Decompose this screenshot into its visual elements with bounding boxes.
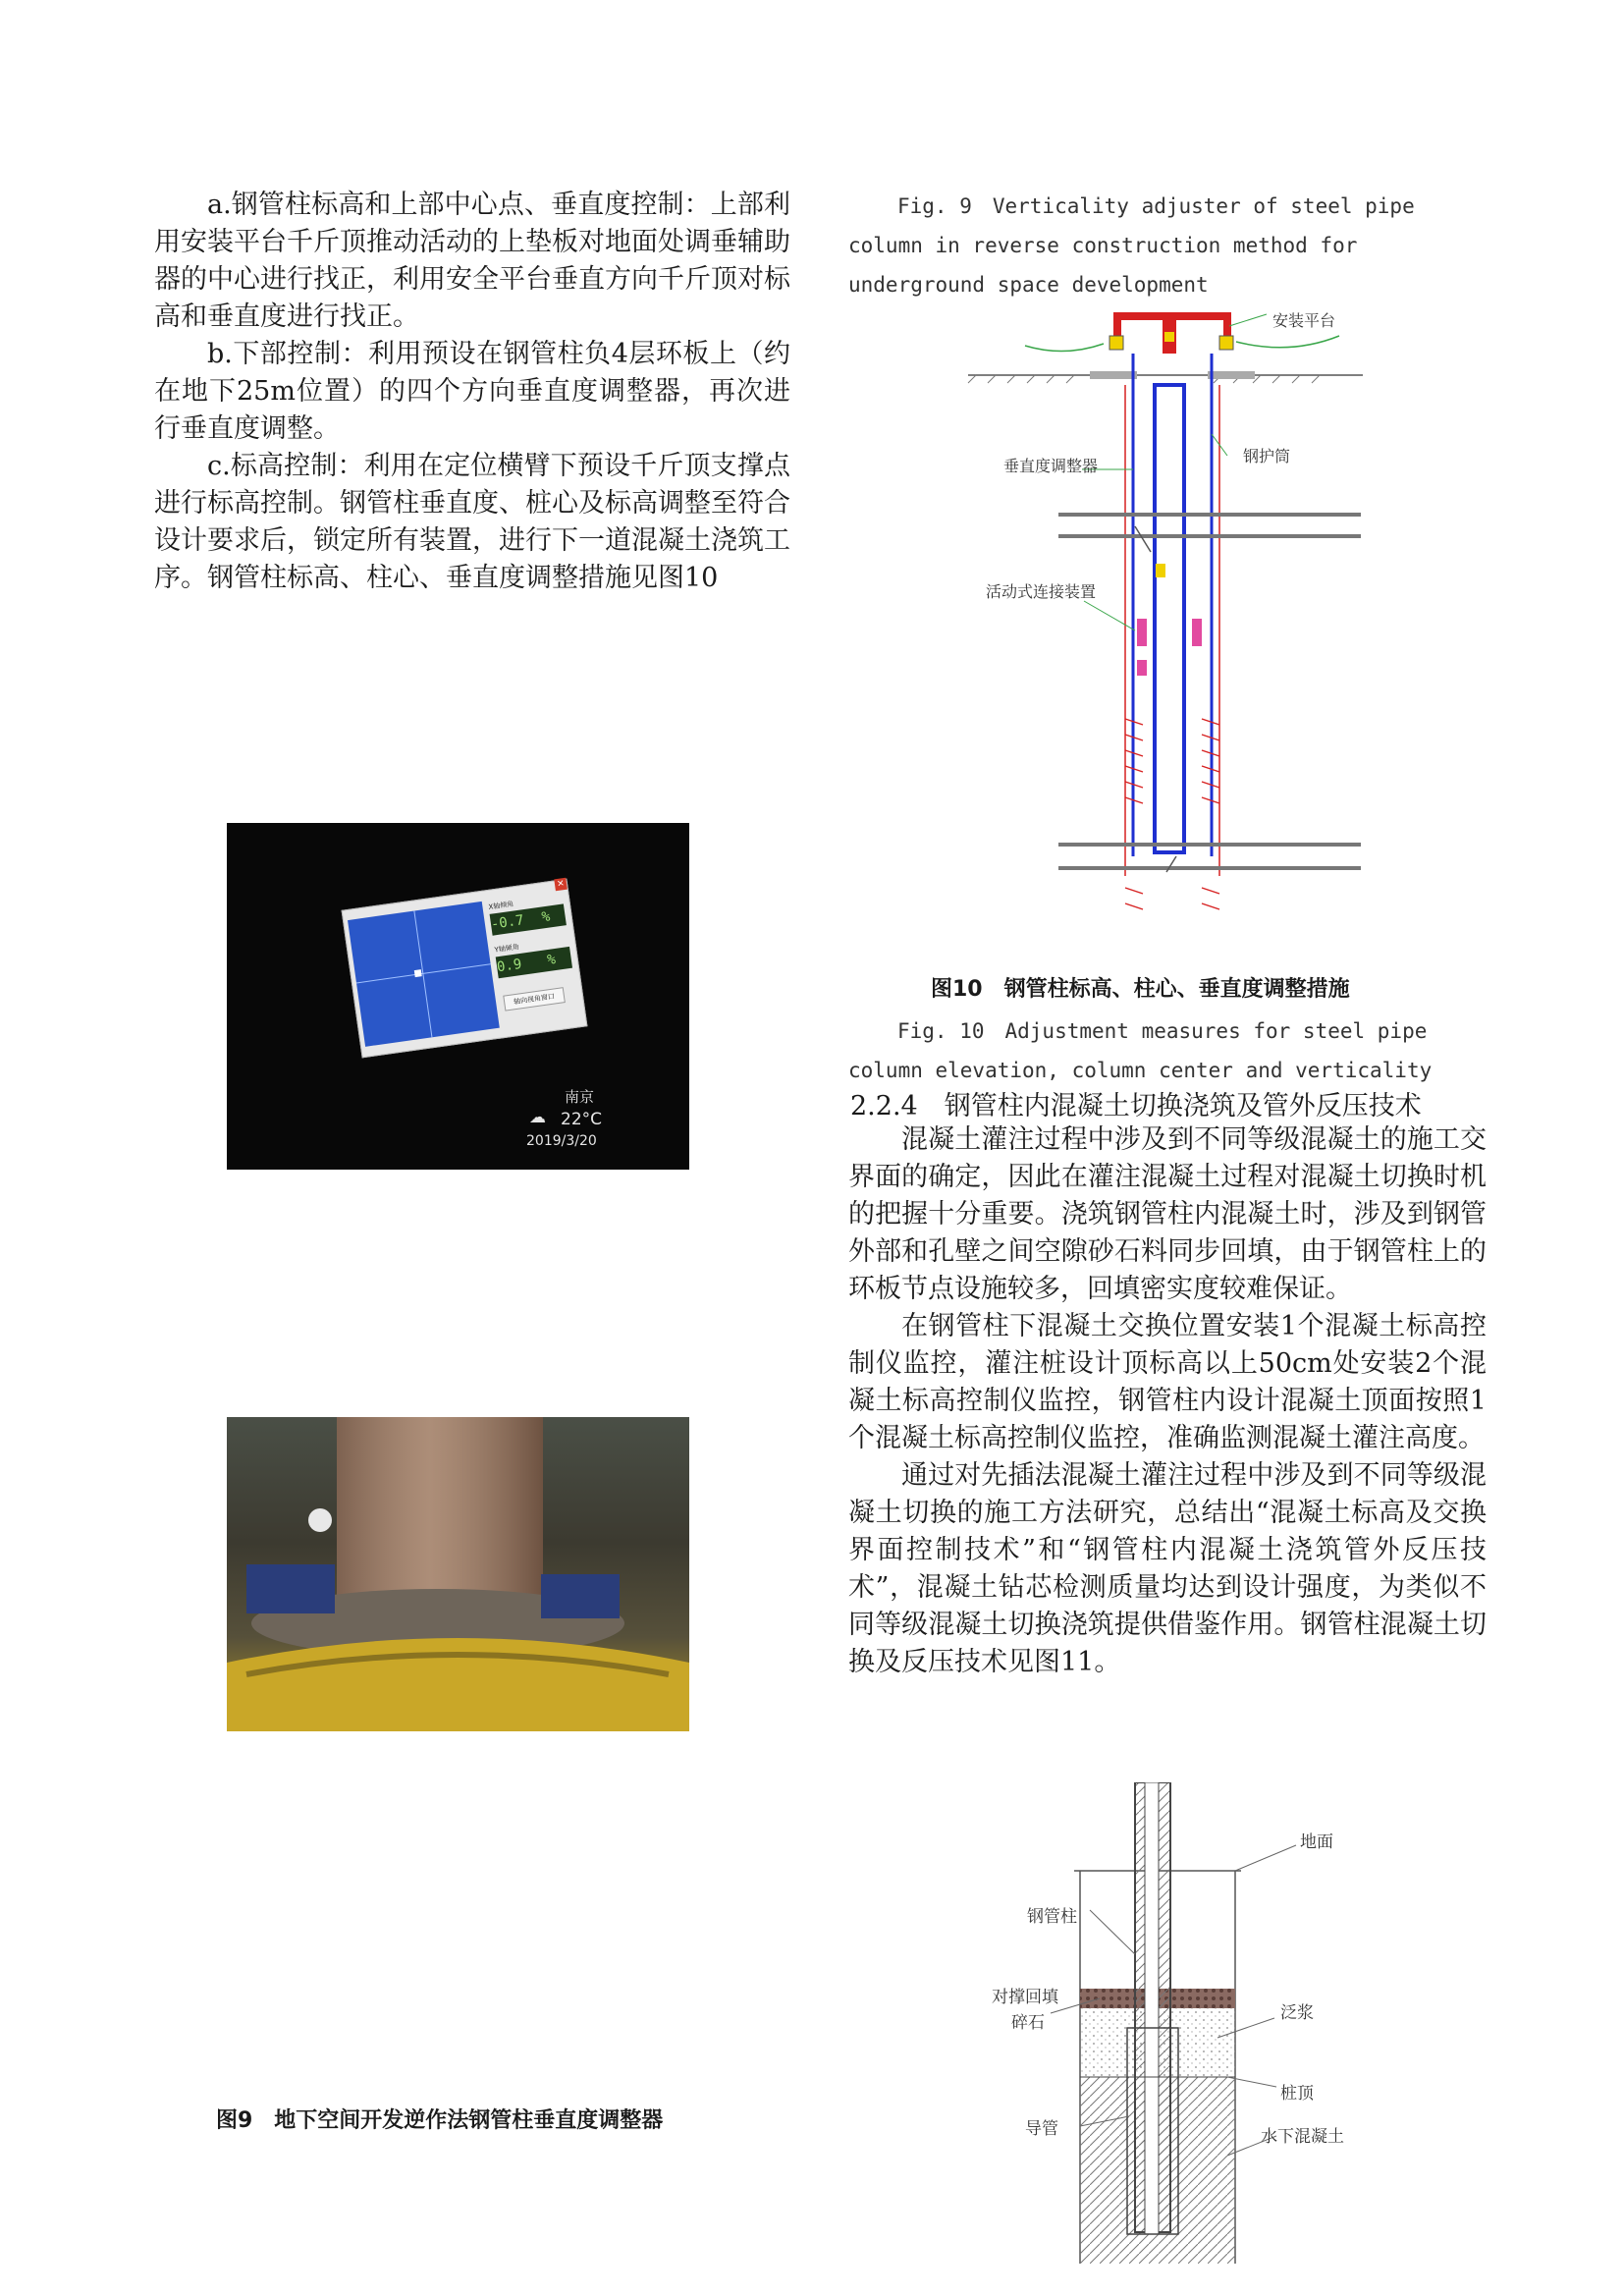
axis-view-button[interactable]: 轴向视角窗口 — [503, 987, 566, 1011]
fig10-diagram — [966, 306, 1398, 931]
fig10-caption-cn: 图10 钢管柱标高、柱心、垂直度调整措施 — [931, 977, 1350, 1002]
label-backfill: 对撑回填 — [992, 1988, 1058, 2007]
verticality-adjuster — [1135, 526, 1151, 552]
label-tremie: 导管 — [1025, 2119, 1058, 2139]
y-tilt-value: 0.9 — [496, 956, 523, 976]
site-illustration — [227, 1417, 689, 1731]
label-steel-casing: 钢护筒 — [1243, 447, 1291, 465]
hydraulic-jack-right — [541, 1574, 620, 1618]
label-pile-top: 桩顶 — [1280, 2084, 1314, 2104]
movable-connector — [1137, 619, 1147, 646]
label-platform: 安装平台 — [1272, 311, 1336, 330]
paragraph-b: b.下部控制：利用预设在钢管柱负4层环板上（约在地下25m位置）的四个方向垂直度调整器，再次进行垂直度调整。 — [154, 339, 790, 444]
close-icon[interactable]: ✕ — [554, 878, 568, 892]
label-steel-column: 钢管柱 — [1027, 1907, 1077, 1927]
fig11-diagram — [982, 1782, 1375, 2273]
x-tilt-label: X轴倾角 — [488, 900, 514, 911]
label-slurry: 泛浆 — [1280, 2003, 1314, 2023]
fig9-caption-cn: 图9 地下空间开发逆作法钢管柱垂直度调整器 — [216, 2108, 664, 2133]
label-underwater-concrete: 水下混凝土 — [1261, 2127, 1344, 2147]
steel-pipe-column-outline — [1155, 385, 1184, 852]
cloud-rain-icon: ☁ — [529, 1108, 546, 1127]
paragraph-concrete-switch: 混凝土灌注过程中涉及到不同等级混凝土的施工交界面的确定，因此在灌注混凝土过程对混凝土切换时机的把握十分重要。浇筑钢管柱内混凝土时，涉及到钢管外部和孔壁之间空隙砂石料同步回填，由于钢管柱上的环板节点设施较多，回填密实度较难保证。 — [848, 1124, 1487, 1304]
watermark-temperature: 22°C — [561, 1110, 603, 1129]
section-heading: 2.2.4 钢管柱内混凝土切换浇筑及管外反压技术 — [850, 1091, 1422, 1121]
label-verticality-adjuster: 垂直度调整器 — [1003, 457, 1099, 475]
watermark-city: 南京 — [565, 1088, 595, 1106]
tilt-point — [414, 969, 422, 977]
hydraulic-jack-left — [246, 1564, 335, 1613]
paragraph-summary: 通过对先插法混凝土灌注过程中涉及到不同等级混凝土切换的施工方法研究，总结出“混凝土标高及交换界面控制技术”和“钢管柱内混凝土浇筑管外反压技术”，混凝土钻芯检测质量均达到设计强度，为类似不同等级混凝土切换浇筑提供借鉴作用。钢管柱混凝土切换及反压技术见图11。 — [848, 1460, 1487, 1677]
x-tilt-value: -0.7 — [489, 912, 525, 933]
fig9-caption-en: Fig. 9 Verticality adjuster of steel pipe column in reverse construction method for underground space development — [848, 194, 1415, 297]
left-column-text — [154, 187, 790, 597]
right-column-text — [848, 1121, 1487, 1681]
crosshair-panel — [348, 902, 500, 1047]
x-tilt-unit: % — [540, 908, 552, 926]
photo-construction-site — [227, 1417, 689, 1731]
label-ground: 地面 — [1300, 1832, 1333, 1852]
label-gravel: 碎石 — [1011, 2013, 1045, 2033]
fig10-caption-en: Fig. 10 Adjustment measures for steel pipe column elevation, column center and verticality — [848, 1019, 1433, 1082]
paragraph-monitoring: 在钢管柱下混凝土交换位置安装1个混凝土标高控制仪监控，灌注桩设计顶标高以上50cm处安装2个混凝土标高控制仪监控，钢管柱内设计混凝土顶面按照1个混凝土标高控制仪监控，准确监测混凝土灌注高度。 — [848, 1311, 1487, 1453]
watermark-date: 2019/3/20 — [526, 1133, 597, 1149]
y-tilt-unit: % — [546, 952, 557, 969]
paragraph-a: a.钢管柱标高和上部中心点、垂直度控制：上部利用安装平台千斤顶推动活动的上垫板对地面处调垂辅助器的中心进行找正，利用安全平台垂直方向千斤顶对标高和垂直度进行找正。 — [154, 190, 790, 332]
y-tilt-label: Y轴倾角 — [494, 943, 520, 955]
sensor-screen — [342, 879, 588, 1059]
paragraph-c: c.标高控制：利用在定位横臂下预设千斤顶支撑点进行标高控制。钢管柱垂直度、桩心及标高调整至符合设计要求后，锁定所有装置，进行下一道混凝土浇筑工序。钢管柱标高、柱心、垂直度调整措施见图10 — [154, 451, 790, 593]
label-movable-connector: 活动式连接装置 — [986, 582, 1097, 601]
worker-helmet — [308, 1508, 332, 1532]
reinforcement-cage — [1125, 719, 1219, 909]
photo-tilt-sensor-display — [227, 823, 689, 1170]
